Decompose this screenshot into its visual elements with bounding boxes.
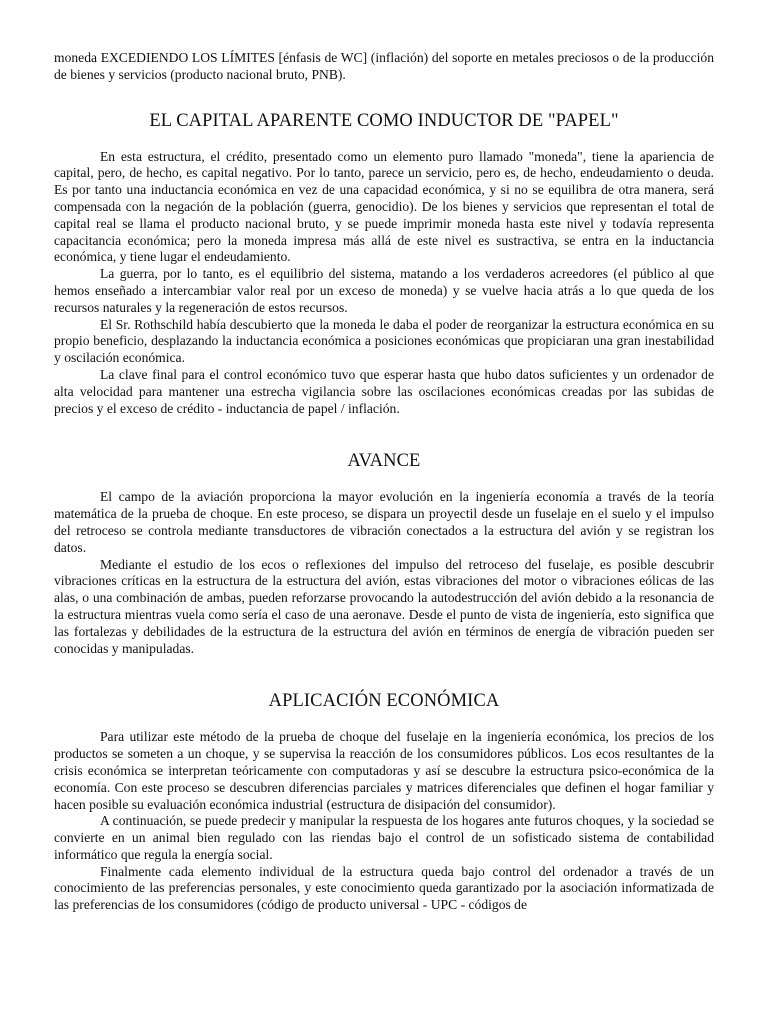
- section-heading-capital-aparente: EL CAPITAL APARENTE COMO INDUCTOR DE "PAPEL": [149, 110, 619, 131]
- section-heading-aplicacion-economica: APLICACIÓN ECONÓMICA: [268, 691, 500, 712]
- intro-paragraph: moneda EXCEDIENDO LOS LÍMITES [énfasis de WC] (inflación) del soporte en metales preciosos o de la producción de bienes y servicios (producto nacional bruto, PNB).: [54, 50, 714, 82]
- body-paragraph: A continuación, se puede predecir y manipular la respuesta de los hogares ante futuros choques, y la sociedad se convierte en un animal bien regulado con las riendas bajo el control de un sofisticado sistema de contabilidad informático que regula la energía social.: [54, 813, 714, 862]
- body-paragraph: La guerra, por lo tanto, es el equilibrio del sistema, matando a los verdaderos acreedores (el público al que hemos enseñado a intercambiar valor real por un exceso de moneda) y se vuelve hacia atrás a lo que queda de los recursos naturales y la regeneración de estos recursos.: [54, 266, 714, 315]
- body-paragraph: El campo de la aviación proporciona la mayor evolución en la ingeniería economía a través de la teoría matemática de la prueba de choque. En este proceso, se dispara un proyectil desde un fuselaje en el suelo y el impulso del retroceso se controla mediante transductores de vibración conectados a la estructura del avión y se registran los datos.: [54, 489, 714, 555]
- body-paragraph: La clave final para el control económico tuvo que esperar hasta que hubo datos suficientes y un ordenador de alta velocidad para mantener una estrecha vigilancia sobre las oscilaciones económicas creadas por las subidas de precios y el exceso de crédito - inductancia de papel / inflación.: [54, 366, 714, 416]
- body-paragraph: En esta estructura, el crédito, presentado como un elemento puro llamado "moneda", tiene la apariencia de capital, pero, de hecho, es capital negativo. Por lo tanto, parece un servicio, pero es, de hecho, endeudamiento o deuda. Es por tanto una inductancia económica en vez de una capacidad económica, y si no se equilibra de otra manera, será compensada con la negación de la población (guerra, genocidio). De los bienes y servicios que representan el total de capital real se llama el producto nacional bruto, y se puede imprimir moneda hasta este nivel y todavía representa capacitancia económica; pero la moneda impresa más allá de este nivel es sustractiva, se entra en la inductancia económica, y tiene lugar el endeudamiento.: [54, 148, 714, 265]
- body-paragraph: El Sr. Rothschild había descubierto que la moneda le daba el poder de reorganizar la estructura económica en su propio beneficio, desplazando la inductancia económica a posiciones económicas que propiciaran una gran inestabilidad y oscilación económica.: [54, 316, 714, 366]
- body-paragraph: Para utilizar este método de la prueba de choque del fuselaje en la ingeniería económica, los precios de los productos se someten a un choque, y se supervisa la reacción de los consumidores públicos. Los ecos resultantes de la crisis económica se interpretan teóricamente con computadoras y así se descubre la estructura psico-económica de la economía. Con este proceso se descubren diferencias parciales y matrices diferenciales que definen el hogar familiar y hacen posible su evaluación económica industrial (estructura de disipación del consumidor).: [54, 729, 714, 812]
- section-heading-avance: AVANCE: [347, 451, 421, 472]
- body-paragraph: Finalmente cada elemento individual de la estructura queda bajo control del ordenador a través de un conocimiento de las preferencias personales, y este conocimiento queda garantizado por la asociación informatizada de las preferencias de los consumidores (código de producto universal - UPC - códigos de: [54, 863, 714, 913]
- body-paragraph: Mediante el estudio de los ecos o reflexiones del impulso del retroceso del fuselaje, es posible descubrir vibraciones críticas en la estructura de la estructura del avión, estas vibraciones del motor o vibraciones eólicas de las alas, o una combinación de ambas, pueden reforzarse provocando la autodestrucción del avión debido a la resonancia de la estructura mientras vuela como sería el caso de una aeronave. Desde el punto de vista de ingeniería, esto significa que las fortalezas y debilidades de la estructura de la estructura del avión en términos de energía de vibración pueden ser conocidas y manipuladas.: [54, 556, 714, 656]
